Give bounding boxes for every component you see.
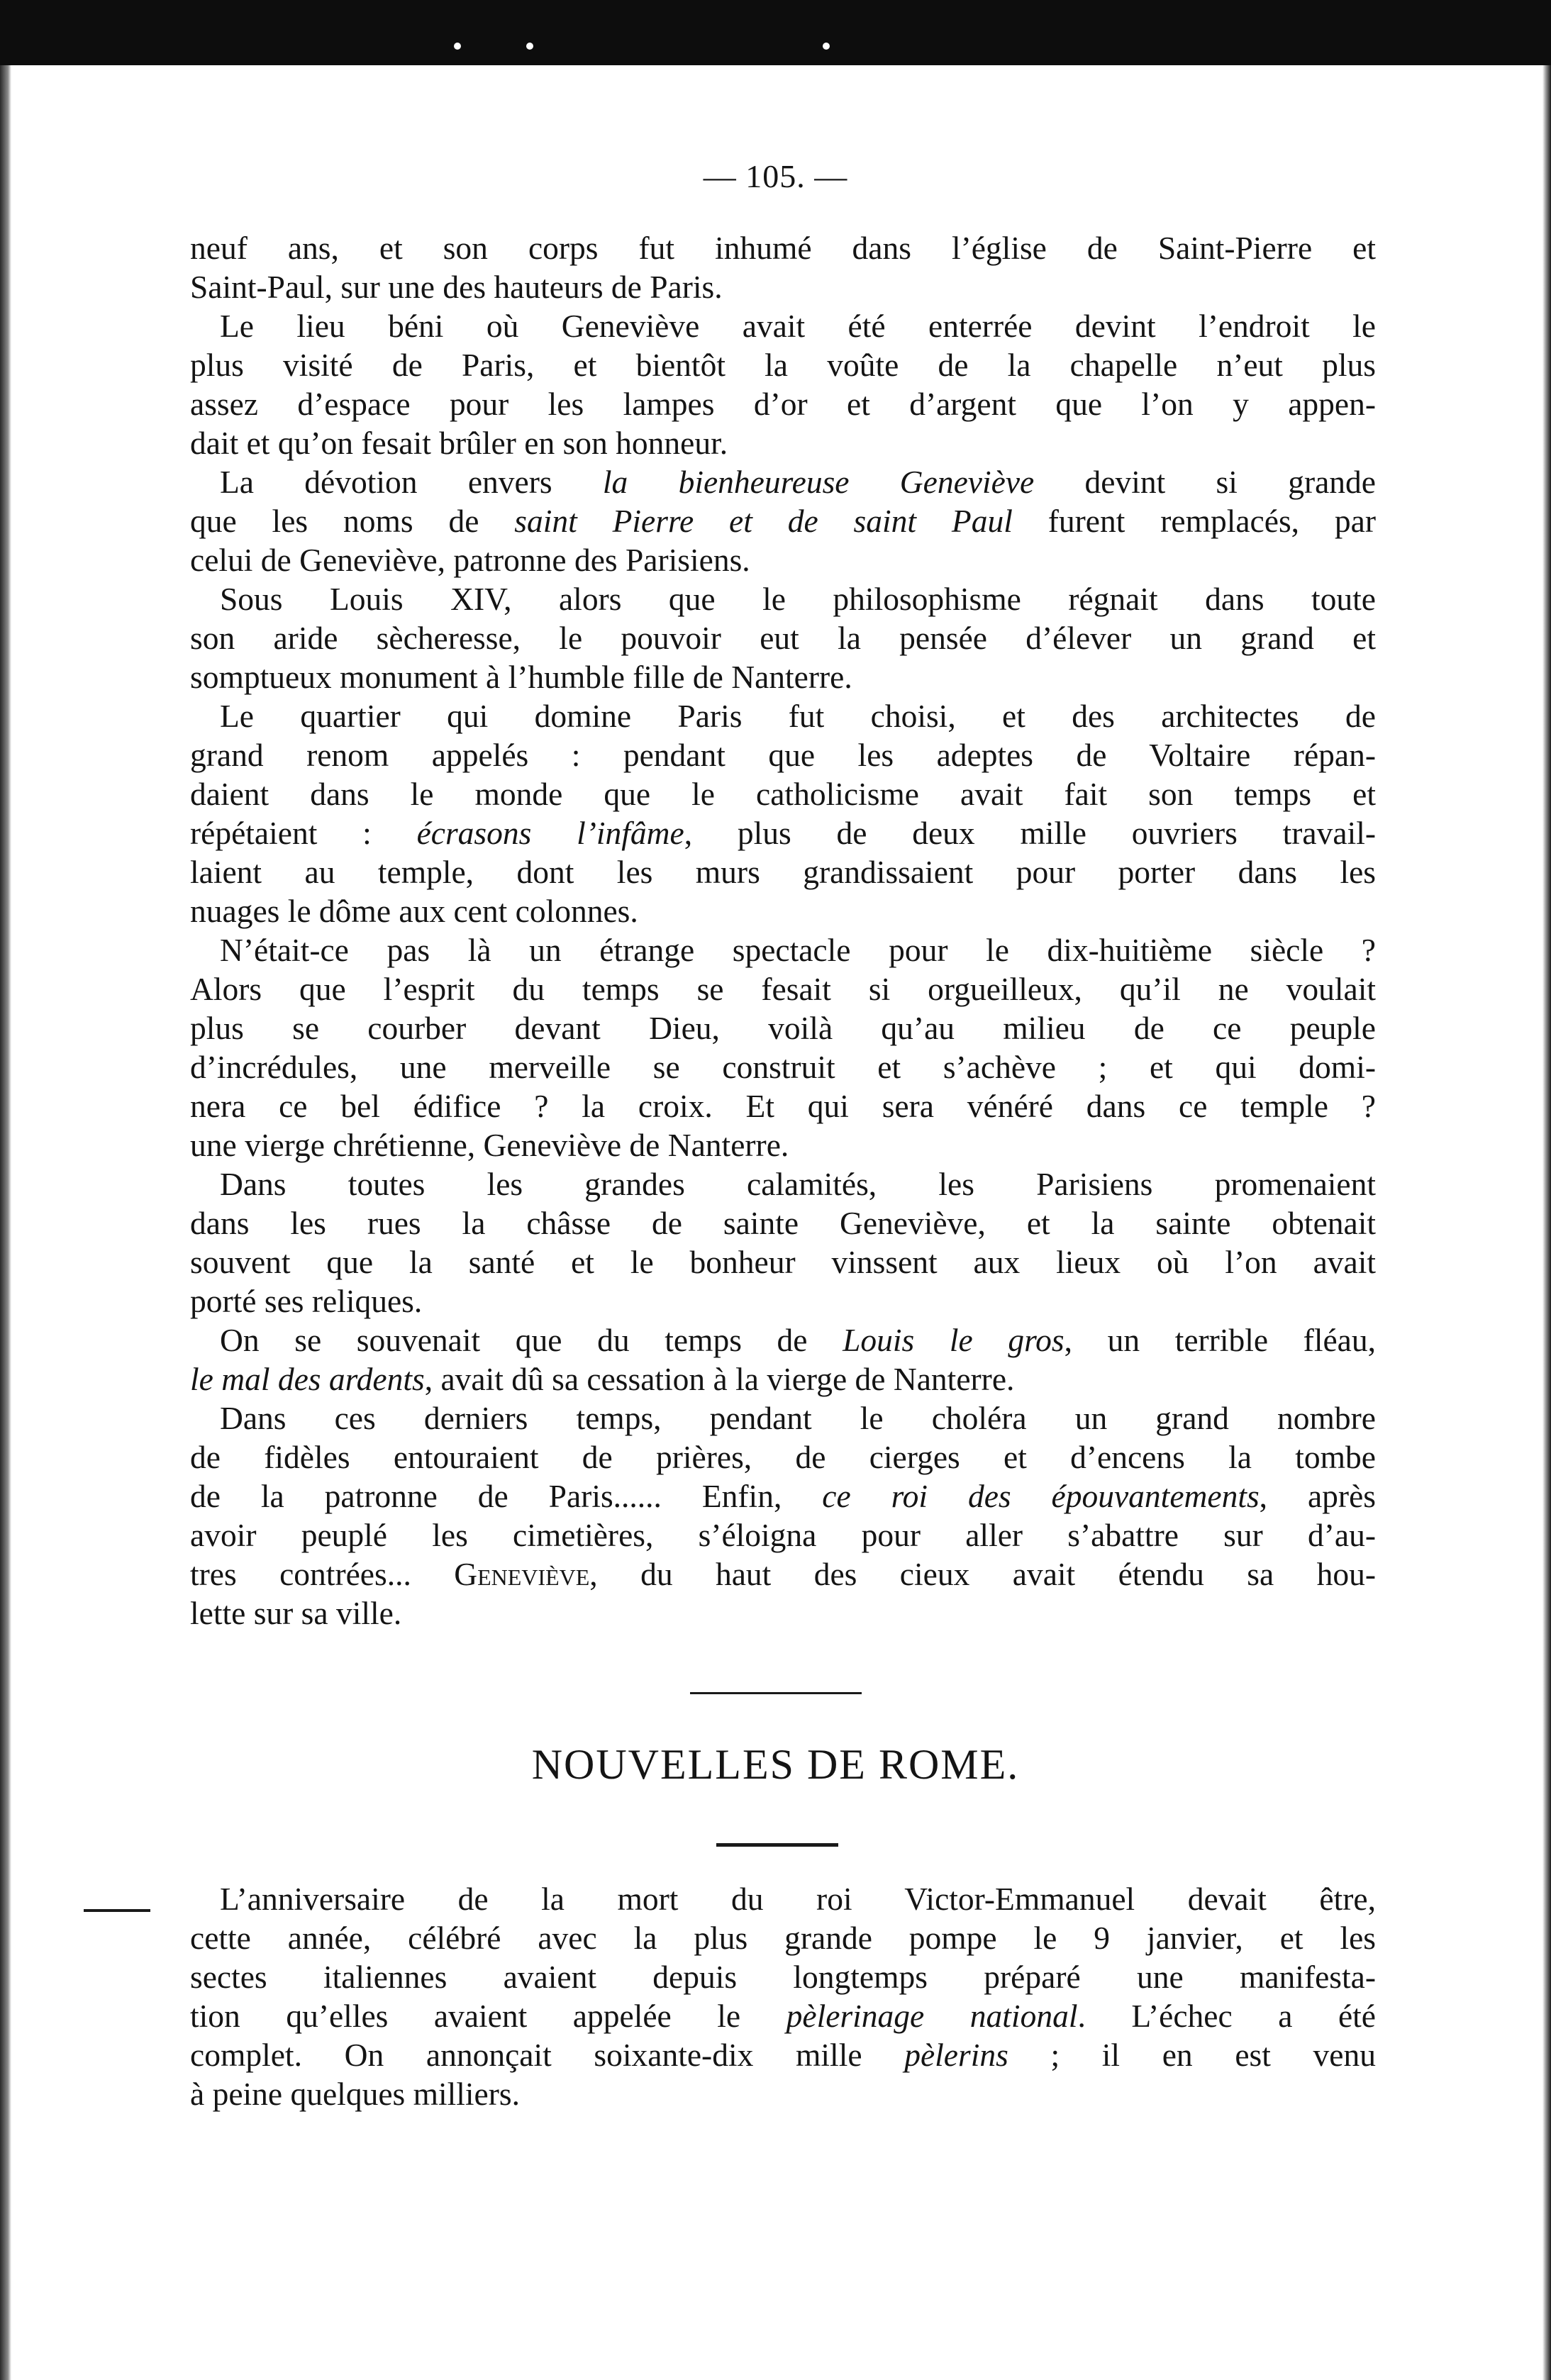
text-line: Alors que l’esprit du temps se fesait si orgueilleux, qu’il ne voulait [190,971,1376,1007]
text-line: une vierge chrétienne, Geneviève de Nanterre. [190,1127,789,1163]
italic-phrase: écrasons l’infâme [416,815,684,851]
text-line: tres contrées... Geneviève, du haut des cieux avait étendu sa hou- [190,1556,1377,1592]
section-text [190,1879,1376,2113]
italic-phrase: pèlerins [904,2037,1008,2073]
text-line: répétaient : écrasons l’infâme, plus de deux mille ouvriers travail- [190,815,1377,851]
text-line: porté ses reliques. [190,1283,423,1319]
scan-speck [526,43,533,50]
text-line: à peine quelques milliers. [190,2076,520,2112]
text-line: dans les rues la châsse de sainte Geneviève, et la sainte obtenait [190,1205,1376,1241]
text-line: Dans toutes les grandes calamités, les Parisiens promenaient [220,1166,1376,1202]
section-title: NOUVELLES DE ROME. [531,1741,1020,1788]
text-line: Sous Louis XIV, alors que le philosophisme régnait dans toute [220,581,1376,617]
text-line: neuf ans, et son corps fut inhumé dans l’église de Saint-Pierre et [190,230,1376,266]
body-text [190,228,1376,1633]
text-line: laient au temple, dont les murs grandissaient pour porter dans les [190,854,1376,890]
text-line: grand renom appelés : pendant que les adeptes de Voltaire répan- [190,737,1376,773]
text-line: Le lieu béni où Geneviève avait été enterrée devint l’endroit le [220,308,1376,344]
page-number: — 105. — [703,158,848,194]
text-line: de la patronne de Paris...... Enfin, ce roi des épouvantements, après [190,1478,1376,1514]
text-line: celui de Geneviève, patronne des Parisiens. [190,542,750,578]
italic-phrase: Louis le gros [843,1322,1064,1358]
scan-speck [823,43,830,50]
text-line: lette sur sa ville. [190,1595,402,1631]
text-line: de fidèles entouraient de prières, de cierges et d’encens la tombe [190,1439,1376,1475]
text-line: La dévotion envers la bienheureuse Geneviève devint si grande [220,464,1377,500]
text-line: d’incrédules, une merveille se construit et s’achève ; et qui domi- [190,1049,1376,1085]
text-line: dait et qu’on fesait brûler en son honneur. [190,425,728,461]
italic-phrase: la bienheureuse Geneviève [602,464,1035,500]
scan-right-edge [1542,65,1551,2380]
title-rule [716,1843,838,1847]
text-line: daient dans le monde que le catholicisme avait fait son temps et [190,776,1376,812]
text-line: N’était-ce pas là un étrange spectacle pour le dix-huitième siècle ? [220,932,1376,968]
text-line: nera ce bel édifice ? la croix. Et qui sera vénéré dans ce temple ? [190,1088,1376,1124]
text-line: son aride sècheresse, le pouvoir eut la pensée d’élever un grand et [190,620,1376,656]
text-line: souvent que la santé et le bonheur vinssent aux lieux où l’on avait [190,1244,1376,1280]
italic-phrase: le mal des ardents [190,1361,425,1397]
text-line: tion qu’elles avaient appelée le pèlerinage national. L’échec a été [190,1998,1376,2034]
scan-speck [454,43,461,50]
italic-phrase: ce roi des épouvantements [822,1478,1260,1514]
italic-phrase: saint Pierre et de saint Paul [514,503,1013,539]
text-line: le mal des ardents, avait dû sa cessation à la vierge de Nanterre. [190,1361,1015,1397]
text-line: nuages le dôme aux cent colonnes. [190,893,638,929]
text-line: avoir peuplé les cimetières, s’éloigna pour aller s’abattre sur d’au- [190,1517,1376,1553]
text-line: cette année, célébré avec la plus grande pompe le 9 janvier, et les [190,1920,1376,1956]
text-line: Saint-Paul, sur une des hauteurs de Paris. [190,269,723,305]
margin-dash [84,1909,150,1912]
scan-left-edge [0,65,11,2380]
text-line: sectes italiennes avaient depuis longtemps préparé une manifesta- [190,1959,1376,1995]
text-line: complet. On annonçait soixante-dix mille pèlerins ; il en est venu [190,2037,1376,2073]
italic-phrase: pèlerinage national [786,1998,1078,2034]
text-line: plus visité de Paris, et bientôt la voûte de la chapelle n’eut plus [190,347,1376,383]
text-line: assez d’espace pour les lampes d’or et d’argent que l’on y appen- [190,386,1376,422]
text-line: Dans ces derniers temps, pendant le choléra un grand nombre [220,1400,1376,1436]
scan-top-border [0,0,1551,65]
small-caps-name: Geneviève [454,1556,590,1592]
text-line: On se souvenait que du temps de Louis le gros, un terrible fléau, [220,1322,1376,1358]
text-line: L’anniversaire de la mort du roi Victor-Emmanuel devait être, [220,1881,1376,1917]
text-line: que les noms de saint Pierre et de saint Paul furent remplacés, par [190,503,1376,539]
text-line: Le quartier qui domine Paris fut choisi, et des architectes de [220,698,1376,734]
text-line: plus se courber devant Dieu, voilà qu’au milieu de ce peuple [190,1010,1376,1046]
text-line: somptueux monument à l’humble fille de Nanterre. [190,659,852,695]
section-divider [690,1692,862,1694]
